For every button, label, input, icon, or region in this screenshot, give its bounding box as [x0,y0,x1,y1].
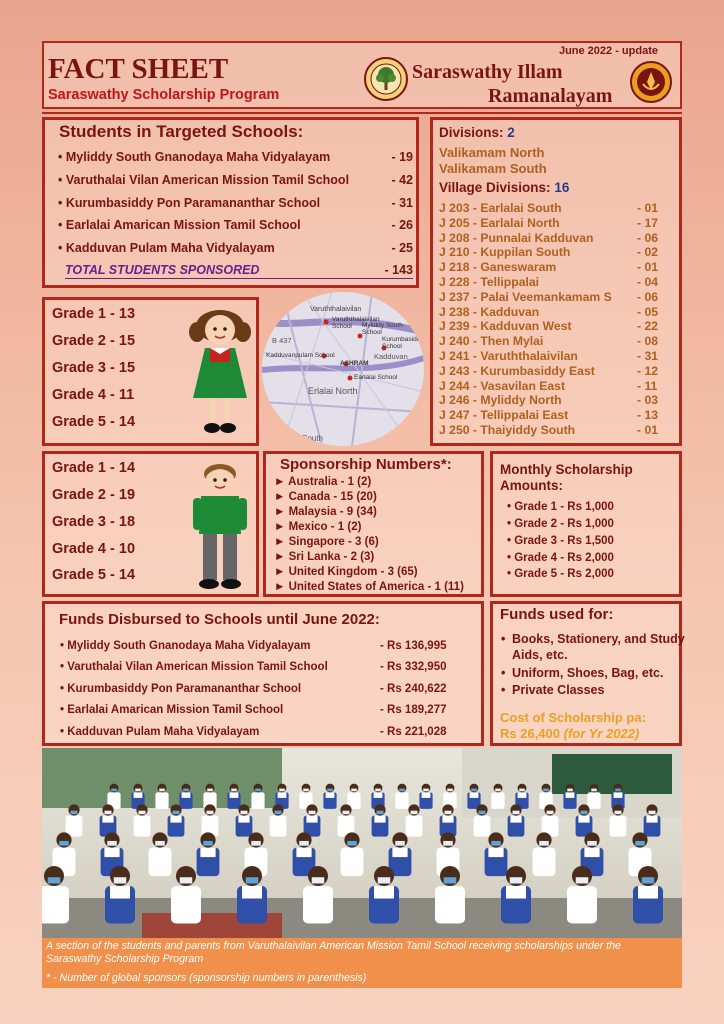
division-name: Valikamam South [439,161,547,176]
sponsor-country: ► United States of America - 1 (11) [274,581,464,593]
ramanalayam-logo [629,60,673,109]
village-row [439,379,661,393]
targeted-schools-title: Students in Targeted Schools: [59,122,304,141]
village-count: - 13 [637,408,659,423]
village-row [439,216,661,230]
village-count: - 05 [637,304,659,319]
monthly-amount: • Grade 5 - Rs 2,000 [507,568,614,580]
boy-illustration-icon [185,456,255,594]
caption-box [42,938,682,988]
funds-used-item: • Uniform, Shoes, Bag, etc. [501,665,690,681]
school-row: • Myliddy South Gnanodaya Maha Vidyalayam - 19 [58,150,413,166]
village-count: - 17 [637,215,659,230]
village-name: J 247 - Tellippalai East [439,408,569,423]
school-row: • Varuthalai Vilan American Mission Tamil School - 42 [58,173,413,189]
village-row [439,305,661,319]
village-row [439,349,661,363]
village-row [439,260,661,274]
village-row [439,408,661,422]
sponsor-country: ► Singapore - 3 (6) [274,536,379,548]
school-row: • Earlalai Amarican Mission Tamil School - 26 [58,218,413,234]
map-label: B 437 [272,336,292,345]
funds-used-box [490,601,685,746]
monthly-scholarship-box [490,451,682,597]
sponsor-country: ► United Kingdom - 3 (65) [274,566,418,578]
village-name: J 238 - Kadduvan [439,304,540,319]
map-label: Erlalai North [308,386,358,396]
funds-disbursed-title: Funds Disbursed to Schools until June 2022: [59,611,380,628]
update-date: June 2022 - update [558,45,658,57]
village-count: - 01 [637,260,659,275]
map-label: Kadduvan [374,352,408,361]
village-count: - 22 [637,319,659,334]
village-name: J 243 - Kurumbasiddy East [439,363,595,378]
village-row [439,275,661,289]
monthly-amount: • Grade 4 - Rs 2,000 [507,552,614,564]
village-row [439,334,661,348]
village-name: J 246 - Myliddy North [439,393,562,408]
boys-grade-1: Grade 1 - 14 [52,460,136,476]
map-label: Varuththalaivilan [310,306,362,313]
girls-grade-4: Grade 4 - 11 [52,387,135,403]
monthly-amount: • Grade 1 - Rs 1,000 [507,501,614,513]
village-count: - 06 [637,230,659,245]
funds-row: • Earlalai Amarican Mission Tamil School - Rs 189,277 [60,704,455,716]
village-count: - 01 [637,423,659,437]
boys-grade-2: Grade 2 - 19 [52,487,136,503]
sponsorship-box [263,451,484,597]
photo-caption: A section of the students and parents from Varuthalaivilan American Mission Tamil School receiving scholarships under the Saraswathy Scholarship Program [46,940,621,965]
map-label: Kadduvanpulam School [266,352,335,359]
boys-grade-4: Grade 4 - 10 [52,541,136,557]
village-name: J 205 - Earlalai North [439,215,560,230]
sponsor-country: ► Australia - 1 (2) [274,476,371,488]
girl-illustration-icon [185,302,255,442]
village-name: J 239 - Kadduvan West [439,319,572,334]
village-row [439,364,661,378]
funds-row: • Myliddy South Gnanodaya Maha Vidyalayam - Rs 136,995 [60,640,455,652]
monthly-amount: • Grade 2 - Rs 1,000 [507,518,614,530]
village-name: J 244 - Vasavilan East [439,378,566,393]
monthly-amount: • Grade 3 - Rs 1,500 [507,535,614,547]
village-row [439,319,661,333]
village-name: J 208 - Punnalai Kadduvan [439,230,594,245]
village-name: J 228 - Tellippalai [439,275,540,289]
village-name: J 240 - Then Mylai [439,334,544,349]
girls-grade-1: Grade 1 - 13 [52,306,136,322]
village-row [439,290,661,304]
division-name: Valikamam North [439,145,545,160]
village-count: - 12 [637,363,659,378]
sponsor-country: ► Sri Lanka - 2 (3) [274,551,374,563]
map-label: Myliddy South School [362,322,403,336]
org-name-line2: Ramanalayam [488,85,613,107]
map-label: Kurumbasiddy School [382,336,424,350]
map-label: Earlalai School [354,374,398,381]
girls-grade-2: Grade 2 - 15 [52,333,136,349]
map-label: Varuththalaivilan School [332,316,380,330]
sponsor-footnote: * - Number of global sponsors (sponsorship numbers in parenthesis) [46,972,367,984]
funds-row: • Kurumbasiddy Pon Paramananthar School - Rs 240,622 [60,683,455,695]
divisions-heading: Divisions: 2 [439,125,515,140]
cost-label: Cost of Scholarship pa: [500,710,646,725]
divisions-box [430,117,682,446]
boys-grades-box [42,451,259,597]
funds-used-item: • Books, Stationery, and Study Aids, etc. [501,631,690,663]
girls-grade-5: Grade 5 - 14 [52,414,136,430]
village-name: J 203 - Earlalai South [439,201,562,215]
funds-used-title: Funds used for: [500,606,614,623]
girls-grades-box [42,297,259,446]
village-name: J 250 - Thaiyiddy South [439,423,576,437]
saraswathy-illam-logo [363,56,409,107]
village-count: - 02 [637,245,659,260]
total-students-row: TOTAL STUDENTS SPONSORED - 143 [65,263,413,277]
header-box [42,41,682,109]
boys-grade-5: Grade 5 - 14 [52,567,136,583]
map-label: South [302,434,323,443]
village-count: - 31 [637,349,659,363]
village-name: J 218 - Ganeswaram [439,260,557,275]
village-row [439,245,661,259]
village-divisions-heading: Village Divisions: 16 [439,180,570,195]
targeted-schools-box [42,117,419,288]
village-row [439,393,661,407]
funds-row: • Varuthalai Vilan American Mission Tamil School - Rs 332,950 [60,661,455,673]
sponsor-country: ► Malaysia - 9 (34) [274,506,377,518]
org-name-line1: Saraswathy Illam [412,61,563,83]
village-count: - 04 [637,275,659,289]
school-row: • Kurumbasiddy Pon Paramananthar School - 31 [58,196,413,212]
village-name: J 241 - Varuththalaivilan [439,349,578,363]
village-count: - 11 [637,378,658,393]
sponsor-country: ► Mexico - 1 (2) [274,521,361,533]
village-row [439,423,661,437]
map-label: ASHRAM [340,360,369,367]
village-count: - 03 [637,393,659,408]
village-name: J 210 - Kuppilan South [439,245,571,260]
page-title: FACT SHEET [48,53,229,85]
students-photo [42,748,682,938]
boys-grade-3: Grade 3 - 18 [52,514,136,530]
school-row: • Kadduvan Pulam Maha Vidyalayam - 25 [58,241,413,257]
area-map [262,292,424,446]
village-row [439,201,661,215]
funds-disbursed-box [42,601,484,746]
cost-value: Rs 26,400 (for Yr 2022) [500,726,640,741]
page-subtitle: Saraswathy Scholarship Program [48,87,280,103]
funds-used-item: • Private Classes [501,682,690,698]
girls-grade-3: Grade 3 - 15 [52,360,136,376]
village-count: - 01 [637,201,659,215]
funds-row: • Kadduvan Pulam Maha Vidyalayam - Rs 221,028 [60,726,455,738]
village-row [439,231,661,245]
village-name: J 237 - Palai Veemankamam S [439,289,612,304]
village-count: - 08 [637,334,659,349]
sponsor-country: ► Canada - 15 (20) [274,491,377,503]
village-count: - 06 [637,289,659,304]
header-divider [42,112,682,114]
sponsorship-title: Sponsorship Numbers*: [280,456,452,473]
monthly-scholarship-title: Monthly Scholarship Amounts: [500,462,633,493]
